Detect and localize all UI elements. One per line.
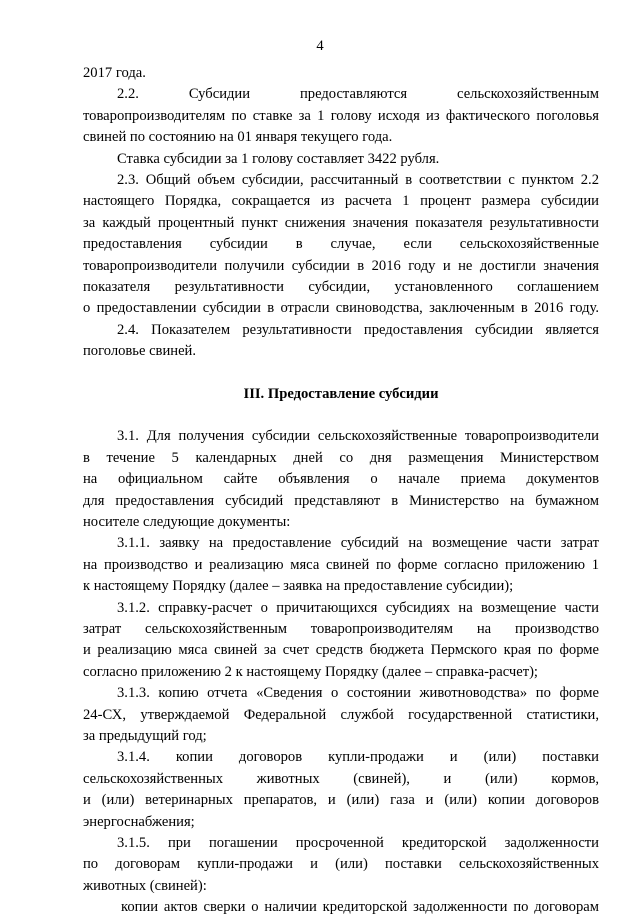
page-number: 4 [316,38,324,54]
text-line: затрат сельскохозяйственным товаропроизводителям на производство [83,620,599,637]
section-spacer [83,362,599,383]
text-line: 2.2. Субсидии предоставляются сельскохозяйственным [117,86,599,103]
text-line: по договорам купли-продажи и (или) поставки сельскохозяйственных [83,856,599,873]
text-line: согласно приложению 2 к настоящему Порядку (далее – справка-расчет); [83,663,538,680]
text-line: 3.1.5. при погашении просроченной кредиторской задолженности [117,834,599,851]
text-line: на производство и реализацию мяса свиней по форме согласно приложению 1 [83,556,599,573]
document-body [83,63,599,918]
text-line: 2.4. Показателем результативности предоставления субсидии является [117,321,599,338]
text-line: товаропроизводителям по ставке за 1 голову исходя из фактического поголовья [83,107,599,124]
text-line: 3.1.1. заявку на предоставление субсидий на возмещение части затрат [117,535,599,552]
text-line: предоставления субсидии в случае, если сельскохозяйственные [83,236,599,253]
text-line: 2017 года. [83,65,146,81]
text-line: и (или) ветеринарных препаратов, и (или) газа и (или) копии договоров [83,792,599,809]
text-line: и реализацию мяса свиней за счет средств бюджета Пермского края по форме [83,642,599,659]
text-line: животных (свиней): [83,877,207,894]
section-heading: III. Предоставление субсидии [243,386,439,403]
text-line: поголовье свиней. [83,343,197,360]
text-line: о предоставлении субсидии в отрасли свиноводства, заключенным в 2016 году. [83,300,599,317]
text-line: сельскохозяйственных животных (свиней), и (или) кормов, [83,770,599,787]
text-line: за предыдущий год; [83,727,207,744]
text-line: копии актов сверки о наличии кредиторской задолженности по договорам [121,899,599,916]
text-line: в течение 5 календарных дней со дня размещения Министерством [83,449,599,466]
text-line: 24-СХ, утверждаемой Федеральной службой государственной статистики, [83,706,599,723]
text-line: 3.1. Для получения субсидии сельскохозяйственные товаропроизводители [117,428,599,445]
text-line: 3.1.2. справку-расчет о причитающихся субсидиях на возмещение части [117,599,599,616]
text-line: за каждый процентный пункт снижения значения показателя результативности [83,214,599,231]
text-line: показателя результативности субсидии, установленного соглашением [83,278,599,295]
text-line: 3.1.4. копии договоров купли-продажи и (или) поставки [117,749,599,766]
text-line: товаропроизводители получили субсидии в 2016 году и не достигли значения [83,257,599,274]
text-line: для предоставления субсидий представляют в Министерство на бумажном [83,492,599,509]
text-line: к настоящему Порядку (далее – заявка на предоставление субсидии); [83,578,514,595]
text-line: Ставка субсидии за 1 голову составляет 3422 рубля. [117,150,440,167]
text-line: на официальном сайте объявления о начале приема документов [83,471,599,488]
text-line: носителе следующие документы: [83,514,291,531]
text-line: свиней по состоянию на 01 января текущего года. [83,129,393,146]
text-line: 2.3. Общий объем субсидии, рассчитанный в соответствии с пунктом 2.2 [117,171,599,188]
text-line: настоящего Порядка, сокращается из расчета 1 процент размера субсидии [83,193,599,210]
section-spacer [83,405,599,426]
text-line: энергоснабжения; [83,813,195,830]
text-line: 3.1.3. копию отчета «Сведения о состоянии животноводства» по форме [117,685,599,702]
